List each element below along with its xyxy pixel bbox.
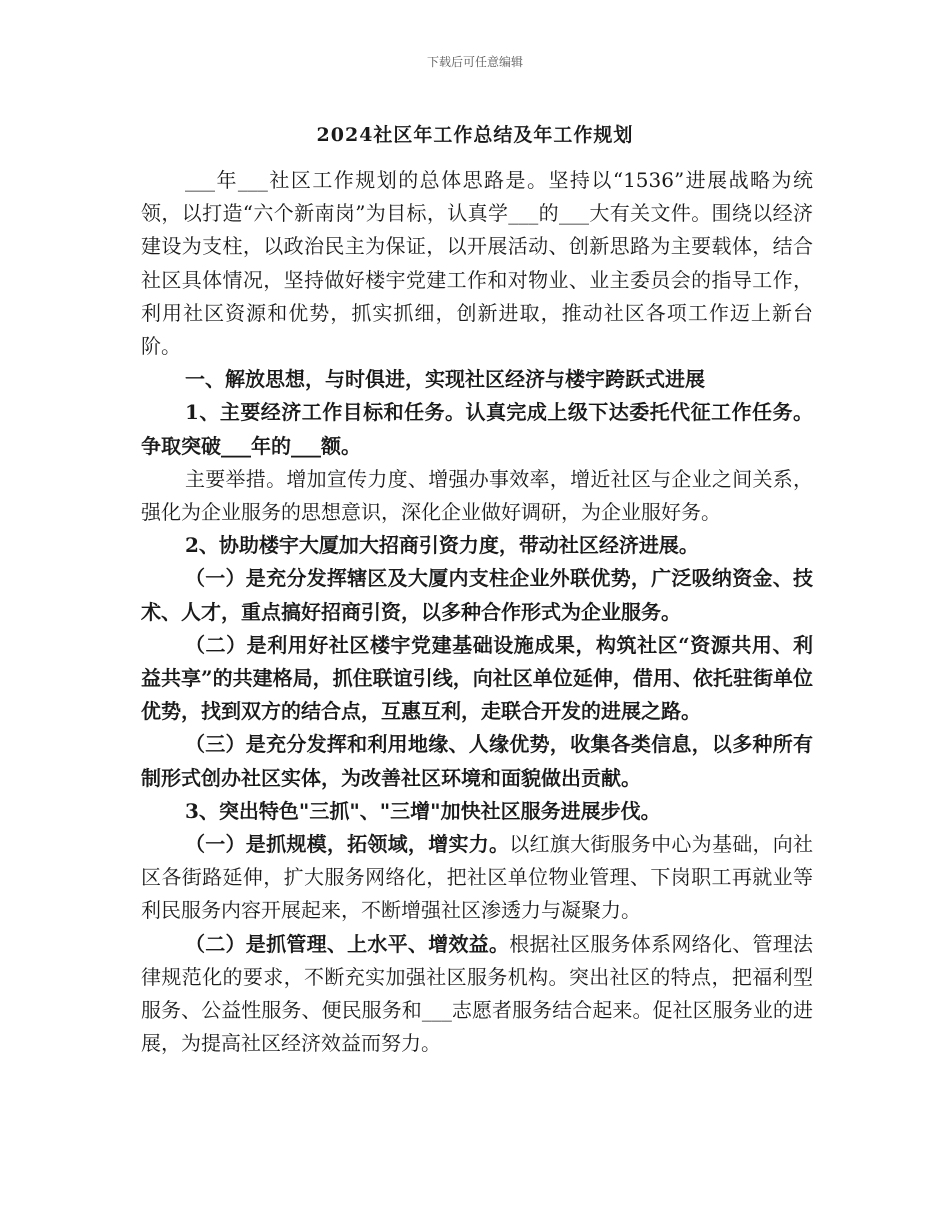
paragraph-text: 根据社区服务体系网络化、管理法律规范化的要求，不断充实加强社区服务机构。突出社区的特点，把福利型服务、公益性服务、便民服务和___志愿者服务结合起来。促社区服务业的进展，为提高社区经济效益而努力。: [141, 931, 814, 1056]
subsection-heading-3: [141, 795, 813, 828]
subsection-heading-1: [141, 396, 813, 462]
subsection-heading-2: [141, 529, 813, 562]
paragraph-text: （二）是利用好社区楼宇党建基础设施成果，构筑社区“资源共用、利益共享”的共建格局，抓住联谊引线，向社区单位延伸，借用、依托驻街单位优势，找到双方的结合点，互惠互利，走联合开发的进展之路。: [141, 632, 813, 724]
heading-text: 3、突出特色"三抓"、"三增"加快社区服务进展步伐。: [185, 798, 661, 823]
paragraph-item-2-1: [141, 562, 813, 628]
paragraph-item-2-3: [141, 728, 813, 794]
heading-text: 2、协助楼宇大厦加大招商引资力度，带动社区经济进展。: [185, 533, 699, 558]
paragraph-lead: （二）是抓管理、上水平、增效益。: [185, 931, 510, 956]
paragraph-text: （三）是充分发挥和利用地缘、人缘优势，收集各类信息，以多种所有制形式创办社区实体，为改善社区环境和面貌做出贡献。: [141, 732, 813, 790]
document-title: 2024社区年工作总结及年工作规划: [316, 124, 634, 146]
paragraph-lead: （一）是抓规模，拓领域，增实力。: [185, 832, 510, 857]
paragraph-measures: [141, 463, 813, 529]
page-header: 下载后可任意编辑: [426, 55, 523, 69]
section-heading-1: [141, 363, 813, 396]
paragraph-text: 主要举措。增加宣传力度、增强办事效率，增近社区与企业之间关系，强化为企业服务的思想意识，深化企业做好调研，为企业服好务。: [141, 466, 813, 525]
paragraph-item-2-2: [141, 629, 813, 729]
paragraph-text: ___年___社区工作规划的总体思路是。坚持以“1536”进展战略为统领，以打造“六个新南岗”为目标，认真学___的___大有关文件。围绕以经济建设为支柱，以政治民主为保证，以开展活动、创新思路为主要载体，结合社区具体情况，坚持做好楼宇党建工作和对物业、业主委员会的指导工作，利用社区资源和优势，抓实抓细，创新进取，推动社区各项工作迈上新台阶。: [141, 168, 813, 359]
paragraph-text: 以红旗大街服务中心为基础，向社区各街路延伸，扩大服务网络化，把社区单位物业管理、下岗职工再就业等利民服务内容开展起来，不断增强社区渗透力与凝聚力。: [141, 832, 814, 923]
paragraph-item-3-1: [141, 828, 813, 928]
document-body: [141, 164, 813, 1060]
heading-text: 一、解放思想，与时俱进，实现社区经济与楼宇跨跃式进展: [185, 367, 705, 392]
paragraph-item-3-2: [141, 928, 813, 1061]
heading-text: 1、主要经济工作目标和任务。认真完成上级下达委托代征工作任务。争取突破___年的___额。: [141, 400, 813, 458]
paragraph-text: （一）是充分发挥辖区及大厦内支柱企业外联优势，广泛吸纳资金、技术、人才，重点搞好招商引资，以多种合作形式为企业服务。: [141, 566, 813, 624]
paragraph-intro: [141, 164, 813, 363]
